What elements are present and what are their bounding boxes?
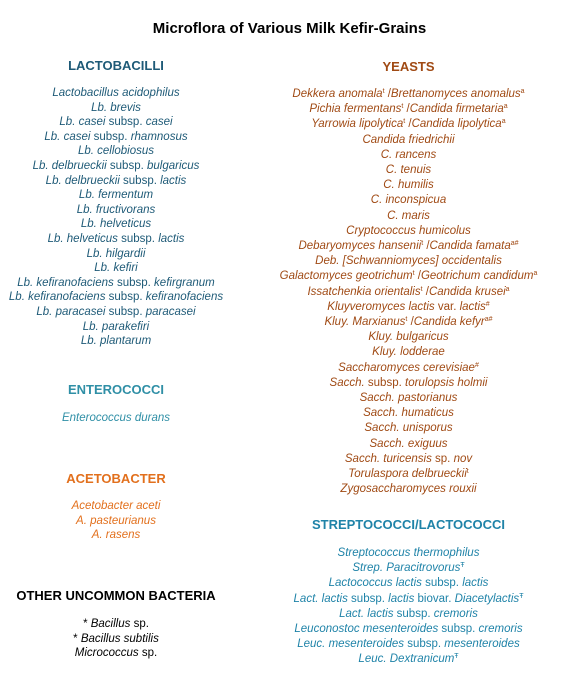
taxon-text: lactis <box>160 174 187 187</box>
taxon-text: Lb. plantarum <box>80 335 152 348</box>
list-item <box>0 632 232 647</box>
footnote-mark: a# <box>484 316 493 324</box>
footnote-mark: t <box>401 103 404 111</box>
footnote-mark: t <box>403 118 406 126</box>
list-item <box>238 622 579 637</box>
taxon-text: / <box>405 118 412 131</box>
taxon-text: paracasei <box>145 305 196 318</box>
taxon-text: Debaryomyces hansenii <box>298 240 422 253</box>
list-item <box>238 652 579 667</box>
list-item <box>0 514 232 529</box>
list-item <box>238 163 579 178</box>
list-item <box>238 285 579 300</box>
taxon-text: Lb. casei <box>59 116 106 129</box>
taxon-text: Bacillus subtilis <box>80 632 159 645</box>
list-item <box>238 102 579 117</box>
taxon-text: Lb. parakefiri <box>82 320 150 333</box>
taxon-text: sp. <box>431 452 454 465</box>
list-item <box>238 87 579 102</box>
list-item <box>0 261 232 276</box>
taxon-text: Streptococcus thermophilus <box>337 547 480 559</box>
taxon-text: subsp. <box>105 116 146 129</box>
taxon-text: Lb. hilgardii <box>86 247 146 260</box>
taxon-text: Lactobacillus acidophilus <box>52 87 180 99</box>
taxon-text: Sacch. <box>329 376 365 389</box>
taxon-text: rhamnosus <box>130 130 188 143</box>
taxon-text: Lb. cellobiosus <box>77 145 155 158</box>
footnote-mark: a <box>501 118 506 126</box>
taxon-text: sp. <box>130 618 149 630</box>
taxon-text: C. maris <box>387 209 430 222</box>
enterococci-list <box>0 411 232 426</box>
taxon-text: Yarrowia lipolytica <box>311 118 404 131</box>
taxon-text: Lb. fructivorans <box>76 203 156 216</box>
taxon-text: C. rancens <box>380 148 437 161</box>
taxon-text: Dekkera anomala <box>292 88 383 100</box>
taxon-text: lactis <box>158 232 185 245</box>
taxon-text: Lactococcus lactis <box>328 577 422 590</box>
taxon-text: Candida kefyr <box>413 316 485 329</box>
list-item <box>238 193 579 208</box>
footnote-mark: a <box>520 88 525 95</box>
taxon-text: kefirgranum <box>154 276 215 289</box>
list-item <box>238 437 579 452</box>
other-bacteria-heading: OTHER UNCOMMON BACTERIA <box>16 588 216 603</box>
taxon-text: Issatchenkia orientalis <box>307 285 421 298</box>
list-item <box>238 345 579 360</box>
taxon-text: Leuc. Dextranicum <box>358 653 455 666</box>
taxon-text: subsp. <box>393 607 434 620</box>
footnote-mark: # <box>474 361 479 369</box>
page-title: Microflora of Various Milk Kefir-Grains <box>152 20 427 37</box>
taxon-text: Lb. delbrueckii <box>32 159 107 172</box>
taxon-text: * <box>73 632 81 645</box>
yeasts-section <box>238 59 579 497</box>
footnote-mark: a <box>505 285 510 293</box>
enterococci-section <box>0 382 232 426</box>
taxon-text: var. <box>434 300 460 313</box>
list-item <box>238 561 579 576</box>
taxon-text: Micrococcus <box>74 647 139 659</box>
streptococci-list <box>238 546 579 668</box>
taxon-text: Acetobacter aceti <box>71 500 161 512</box>
list-item <box>0 247 232 262</box>
taxon-text: Torulaspora delbrueckii <box>348 468 467 481</box>
taxon-text: cremoris <box>478 623 523 636</box>
taxon-text: subsp. <box>364 376 405 389</box>
taxon-text: subsp. <box>119 174 161 187</box>
taxon-text: Diacetylactis <box>454 592 520 605</box>
other-bacteria-list <box>0 617 232 661</box>
taxon-text: subsp. <box>90 130 131 143</box>
taxon-text: casei <box>145 116 173 129</box>
taxon-text: Sacch. pastorianus <box>359 392 458 405</box>
footnote-mark: t <box>420 285 423 293</box>
taxon-text: Lb. helveticus <box>80 218 152 231</box>
streptococci-heading: STREPTOCOCCI/LACTOCOCCI <box>311 517 506 532</box>
taxon-text: cremoris <box>433 607 478 620</box>
taxon-text: subsp. <box>105 305 146 318</box>
taxon-text: Cryptococcus humicolus <box>346 224 471 237</box>
list-item <box>0 320 232 335</box>
lactobacilli-list <box>0 86 232 349</box>
taxon-text: sp. <box>138 647 158 659</box>
taxon-text: Kluy. lodderae <box>372 346 445 359</box>
taxon-text: Sacch. humaticus <box>363 407 454 420</box>
taxon-text: Leuconostoc mesenteroides <box>294 623 439 636</box>
taxon-text: Pichia fermentans <box>309 103 402 116</box>
taxon-text: A. pasteurianus <box>76 514 156 527</box>
footnote-mark: t <box>421 240 424 248</box>
list-item <box>0 528 232 543</box>
taxon-text: Strep. Paracitrovorus <box>352 562 461 575</box>
taxon-text: Enterococcus durans <box>61 412 171 424</box>
footnote-mark: Ŧ <box>460 562 465 570</box>
taxon-text: C. humilis <box>383 179 434 192</box>
taxon-text: / <box>407 316 414 329</box>
list-item <box>0 646 232 661</box>
list-item <box>238 452 579 467</box>
list-item <box>238 117 579 132</box>
taxon-text: Kluy. bulgaricus <box>368 331 449 344</box>
taxon-text: Kluyveromyces lactis <box>327 300 435 313</box>
list-item <box>0 305 232 320</box>
list-item <box>0 130 232 145</box>
taxon-text: mesenteroides <box>444 638 520 651</box>
taxon-text: subsp. <box>347 592 389 605</box>
list-item <box>238 637 579 652</box>
taxon-text: Galactomyces geotrichum <box>279 270 413 283</box>
taxon-text: Deb. [Schwanniomyces] occidentalis <box>315 255 502 268</box>
list-item <box>0 232 232 247</box>
footnote-mark: a <box>533 270 538 278</box>
taxon-text: A. rasens <box>91 529 141 542</box>
list-item <box>238 467 579 482</box>
list-item <box>238 406 579 421</box>
list-item <box>0 290 232 305</box>
taxon-text: Kluy. Marxianus <box>324 316 406 329</box>
list-item <box>238 482 579 497</box>
taxon-text: C. inconspicua <box>370 194 447 207</box>
taxon-text: torulopsis holmii <box>405 376 488 389</box>
acetobacter-list <box>0 499 232 543</box>
taxon-text: / <box>384 88 391 100</box>
yeasts-list <box>238 87 579 497</box>
footnote-mark: Ŧ <box>454 653 459 661</box>
list-item <box>238 421 579 436</box>
list-item <box>238 254 579 269</box>
taxon-text: subsp. <box>106 159 147 172</box>
taxon-text: Lb. paracasei <box>36 305 106 318</box>
taxon-text: Leuc. mesenteroides <box>297 638 405 651</box>
taxon-text: subsp. <box>105 291 146 304</box>
taxon-text: / <box>423 240 430 253</box>
taxon-text: Lb. casei <box>44 130 91 143</box>
taxon-text: Lb. kefiranofaciens <box>8 291 106 304</box>
list-item <box>0 617 232 632</box>
list-item <box>0 411 232 426</box>
list-item <box>0 101 232 116</box>
taxon-text: subsp. <box>404 638 445 651</box>
list-item <box>238 178 579 193</box>
list-item <box>238 576 579 591</box>
taxon-text: Bacillus <box>90 618 131 630</box>
list-item <box>0 159 232 174</box>
list-item <box>238 133 579 148</box>
taxon-text: C. tenuis <box>385 164 432 177</box>
list-item <box>238 361 579 376</box>
list-item <box>0 334 232 349</box>
taxon-text: Brettanomyces anomalus <box>390 88 521 100</box>
taxon-text: Sacch. exiguus <box>369 437 448 450</box>
taxon-text: / <box>414 270 421 283</box>
taxon-text: kefiranofaciens <box>145 291 224 304</box>
list-item <box>0 203 232 218</box>
list-item <box>238 592 579 607</box>
lactobacilli-section <box>0 58 232 349</box>
taxon-text: Candida lipolytica <box>411 118 502 131</box>
taxon-text: Lb. kefiranofaciens <box>17 276 114 289</box>
taxon-text: subsp. <box>113 276 155 289</box>
list-item <box>238 148 579 163</box>
list-item <box>238 300 579 315</box>
taxon-text: nov <box>453 452 473 465</box>
list-item <box>238 209 579 224</box>
lactobacilli-heading: LACTOBACILLI <box>68 58 164 73</box>
taxon-text: Lb. kefiri <box>94 262 138 275</box>
list-item <box>0 115 232 130</box>
yeasts-heading: YEASTS <box>382 59 435 74</box>
taxon-text: Lact. lactis <box>293 592 348 605</box>
taxon-text: Zygosaccharomyces rouxii <box>340 483 477 496</box>
enterococci-heading: ENTEROCOCCI <box>67 382 165 397</box>
taxon-text: * <box>83 618 91 630</box>
list-item <box>238 607 579 622</box>
taxon-text: Candida firmetaria <box>409 103 504 116</box>
footnote-mark: t <box>466 468 469 476</box>
taxon-text: lactis <box>459 300 486 313</box>
footnote-mark: a <box>503 103 508 111</box>
list-item <box>0 174 232 189</box>
taxon-text: Lb. fermentum <box>78 189 154 202</box>
taxon-text: / <box>422 285 429 298</box>
list-item <box>0 499 232 514</box>
list-item <box>0 276 232 291</box>
other-bacteria-section <box>0 588 232 661</box>
footnote-mark: # <box>485 300 490 308</box>
taxon-text: Candida famata <box>429 240 511 253</box>
list-item <box>0 188 232 203</box>
footnote-mark: a# <box>510 240 519 248</box>
taxon-text: lactis <box>462 577 489 590</box>
taxon-text: lactis <box>388 592 415 605</box>
footnote-mark: Ŧ <box>519 592 524 600</box>
streptococci-section <box>238 517 579 668</box>
taxon-text: subsp. <box>438 623 479 636</box>
taxon-text: Lb. brevis <box>91 101 141 114</box>
taxon-text: Saccharomyces cerevisiae <box>338 361 475 374</box>
taxon-text: subsp. <box>117 232 159 245</box>
taxon-text: Lb. helveticus <box>47 232 118 245</box>
list-item <box>238 330 579 345</box>
list-item <box>0 86 232 101</box>
list-item <box>238 224 579 239</box>
footnote-mark: t <box>412 270 415 278</box>
list-item <box>238 391 579 406</box>
taxon-text: Lact. lactis <box>339 607 394 620</box>
taxon-text: Candida krusei <box>428 285 506 298</box>
list-item <box>238 315 579 330</box>
taxon-text: Sacch. unisporus <box>364 422 453 435</box>
list-item <box>0 144 232 159</box>
taxon-text: bulgaricus <box>147 159 200 172</box>
taxon-text: biovar. <box>414 592 455 605</box>
acetobacter-section <box>0 471 232 543</box>
footnote-mark: t <box>382 88 385 95</box>
list-item <box>0 217 232 232</box>
taxon-text: Candida friedrichii <box>362 133 455 146</box>
list-item <box>238 376 579 391</box>
list-item <box>238 546 579 561</box>
footnote-mark: t <box>405 316 408 324</box>
list-item <box>238 269 579 284</box>
acetobacter-heading: ACETOBACTER <box>66 471 166 486</box>
taxon-text: Geotrichum candidum <box>420 270 534 283</box>
taxon-text: subsp. <box>421 577 463 590</box>
taxon-text: Sacch. turicensis <box>344 452 432 465</box>
list-item <box>238 239 579 254</box>
taxon-text: / <box>403 103 410 116</box>
taxon-text: Lb. delbrueckii <box>45 174 120 187</box>
